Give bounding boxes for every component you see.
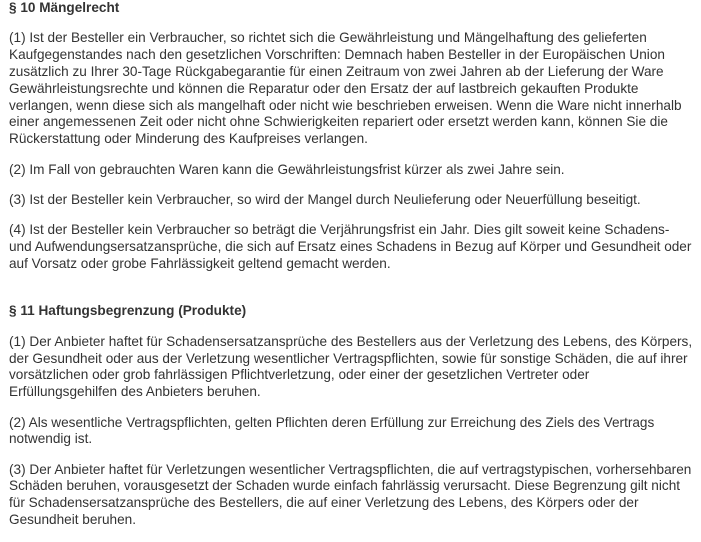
- paragraph: (1) Ist der Besteller ein Verbraucher, so richtet sich die Gewährleistung und Mängelhaftung des gelieferten Kaufgegenstandes nach den gesetzlichen Vorschriften: Demnach haben Besteller in der Europäischen Union zusätzlich zu Ihrer 30-Tage Rückgabegarantie für einen Zeitraum von zwei Jahren ab der Lieferung der Ware Gewährleistungsrechte und können die Reparatur oder den Ersatz der auf lastbreich gekauften Produkte verlangen, wenn diese sich als mangelhaft oder nicht wie beschrieben erweisen. Wenn die Ware nicht innerhalb einer angemessenen Zeit oder nicht ohne Schwierigkeiten repariert oder ersetzt werden kann, können Sie die Rückerstattung oder Minderung des Kaufpreises verlangen.: [9, 30, 682, 147]
- paragraph: (1) Der Anbieter haftet für Schadensersatzansprüche des Bestellers aus der Verletzung des Lebens, des Körpers, der Gesundheit oder aus der Verletzung wesentlicher Vertragspflichten, sowie für sonstige Schäden, die auf ihrer vorsätzlichen oder grob fahrlässigen Pflichtverletzung, oder einer der gesetzlichen Vertreter oder Erfüllungsgehilfen des Anbieters beruhen.: [9, 333, 693, 400]
- paragraph: (2) Im Fall von gebrauchten Waren kann die Gewährleistungsfrist kürzer als zwei Jahre sein.: [9, 161, 565, 177]
- section-heading: § 11 Haftungsbegrenzung (Produkte): [9, 303, 247, 319]
- paragraph: (2) Als wesentliche Vertragspflichten, gelten Pflichten deren Erfüllung zur Erreichung des Ziels des Vertrags notwendig ist.: [9, 414, 655, 447]
- paragraph: (3) Ist der Besteller kein Verbraucher, so wird der Mangel durch Neulieferung oder Neuerfüllung beseitigt.: [9, 191, 641, 207]
- terms-document: [9, 0, 694, 542]
- section-maengelrecht: [9, 0, 694, 273]
- paragraph: (3) Der Anbieter haftet für Verletzungen wesentlicher Vertragspflichten, die auf vertragstypischen, vorhersehbaren Schäden beruhen, vorausgesetzt der Schaden wurde einfach fahrlässig verursacht. Diese Begrenzung gilt nicht für Schadensersatzansprüche des Bestellers, die auf einer Verletzung des Lebens, des Körpers oder der Gesundheit beruhen.: [9, 461, 692, 528]
- section-spacer: [9, 286, 694, 303]
- section-heading: § 10 Mängelrecht: [9, 0, 120, 15]
- paragraph: (4) Ist der Besteller kein Verbraucher so beträgt die Verjährungsfrist ein Jahr. Dies gilt soweit keine Schadens- und Aufwendungsersatzansprüche, die sich auf Ersatz eines Schadens in Bezug auf Körper und Gesundheit oder auf Vorsatz oder grobe Fahrlässigkeit geltend gemacht werden.: [9, 222, 692, 271]
- section-haftungsbegrenzung: [9, 303, 694, 529]
